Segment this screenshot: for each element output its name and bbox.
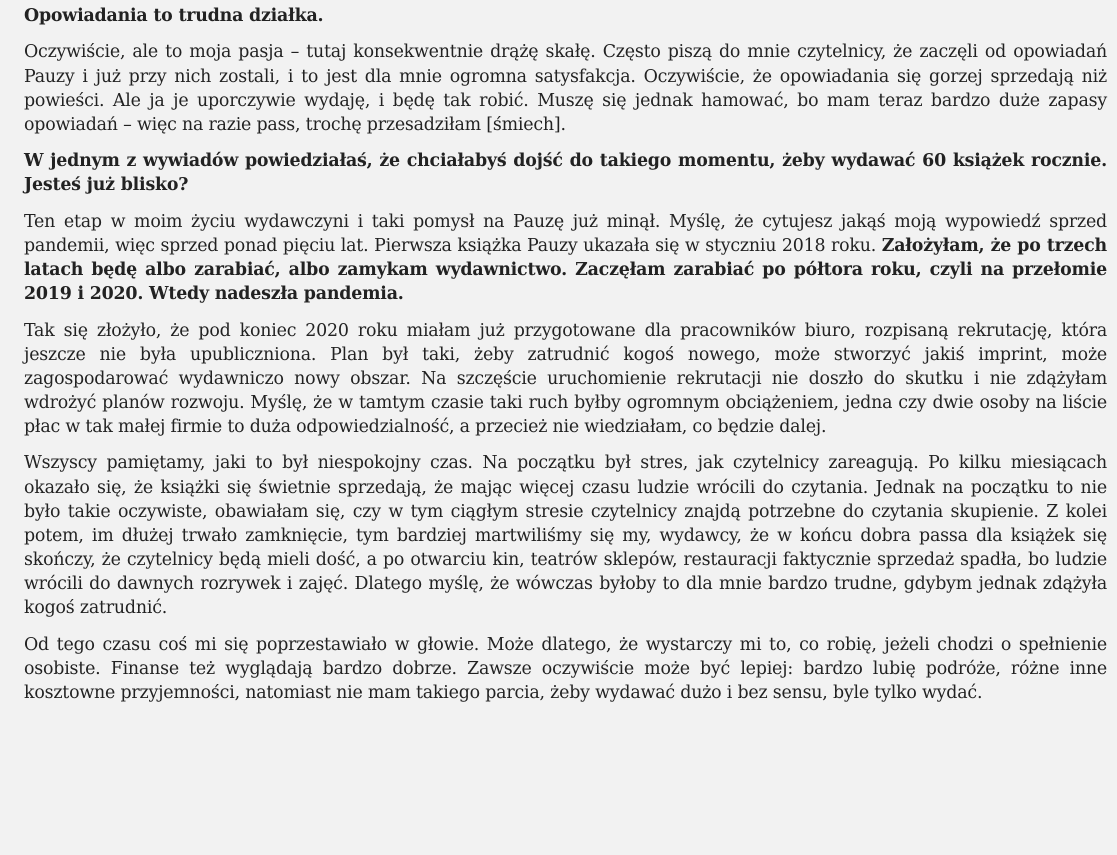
- interview-answer-2: [24, 210, 1107, 306]
- answer-2-text: Ten etap w moim życiu wydawczyni i taki pomysł na Pauzę już minął. Myślę, że cytujesz jakąś moją wypowiedź sprzed pandemii, więc sprzed ponad pięciu lat. Pierwsza książka Pauzy ukazała się w styczniu 2018 roku.: [24, 211, 1107, 256]
- interview-question-2: W jednym z wywiadów powiedziałaś, że chciałabyś dojść do takiego momentu, żeby wydawać 60 książek rocznie. Jesteś już blisko?: [24, 151, 1107, 196]
- answer-2-bold-highlight: Założyłam, że po trzech latach będę albo zarabiać, albo zamykam wydawnictwo. Zaczęłam zarabiać po półtora roku, czyli na przełomie 2019 i 2020. Wtedy nadeszła pandemia.: [24, 235, 1107, 305]
- interview-answer-4: Wszyscy pamiętamy, jaki to był niespokojny czas. Na początku był stres, jak czytelnicy zareagują. Po kilku miesiącach okazało się, że książki się świetnie sprzedają, że mając więcej czasu ludzie wrócili do czytania. Jednak na początku to nie było takie oczywiste, obawiałam się, czy w tym ciągłym stresie czytelnicy znajdą potrzebne do czytania skupienie. Z kolei potem, im dłużej trwało zamknięcie, tym bardziej martwiliśmy się my, wydawcy, że w końcu dobra passa dla książek się skończy, że czytelnicy będą mieli dość, a po otwarciu kin, teatrów sklepów, restauracji faktycznie sprzedaż spadła, bo ludzie wrócili do dawnych rozrywek i zajęć. Dlatego myślę, że wówczas byłoby to dla mnie bardzo trudne, gdybym jednak zdążyła kogoś zatrudnić.: [24, 453, 1107, 619]
- interview-question-1: Opowiadania to trudna działka.: [24, 6, 324, 26]
- interview-answer-1: Oczywiście, ale to moja pasja – tutaj konsekwentnie drążę skałę. Często piszą do mnie czytelnicy, że zaczęli od opowiadań Pauzy i już przy nich zostali, i to jest dla mnie ogromna satysfakcja. Oczywiście, że opowiadania się gorzej sprzedają niż powieści. Ale ja je uporczywie wydaję, i będę tak robić. Muszę się jednak hamować, bo mam teraz bardzo duże zapasy opowiadań – więc na razie pass, trochę przesadziłam [śmiech].: [24, 42, 1107, 135]
- interview-answer-3: Tak się złożyło, że pod koniec 2020 roku miałam już przygotowane dla pracowników biuro, rozpisaną rekrutację, która jeszcze nie była upubliczniona. Plan był taki, żeby zatrudnić kogoś nowego, może stworzyć jakiś imprint, może zagospodarować wydawniczo nowy obszar. Na szczęście uruchomienie rekrutacji nie doszło do skutku i nie zdążyłam wdrożyć planów rozwoju. Myślę, że w tamtym czasie taki ruch byłby ogromnym obciążeniem, jedna czy dwie osoby na liście płac w tak małej firmie to duża odpowiedzialność, a przecież nie wiedziałam, co będzie dalej.: [24, 320, 1107, 437]
- interview-answer-5: Od tego czasu coś mi się poprzestawiało w głowie. Może dlatego, że wystarczy mi to, co robię, jeżeli chodzi o spełnienie osobiste. Finanse też wyglądają bardzo dobrze. Zawsze oczywiście może być lepiej: bardzo lubię podróże, różne inne kosztowne przyjemności, natomiast nie mam takiego parcia, żeby wydawać dużo i bez sensu, byle tylko wydać.: [24, 634, 1107, 703]
